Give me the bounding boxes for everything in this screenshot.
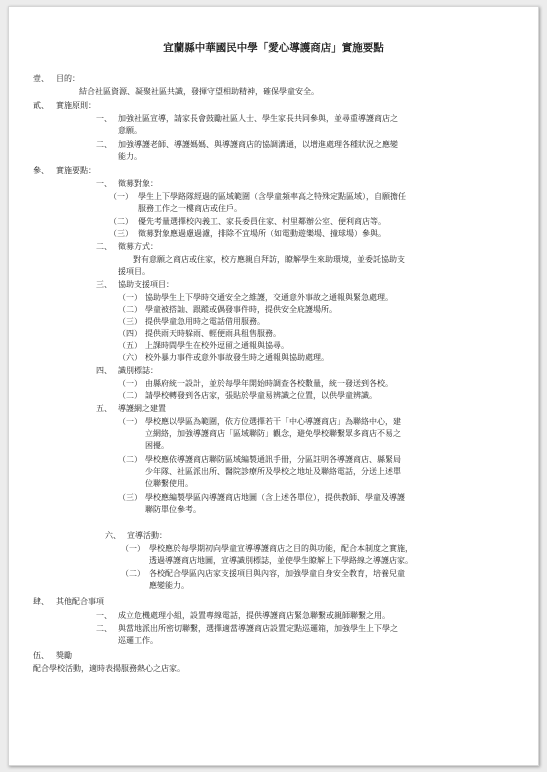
section-3f-heading: 宣導活動： <box>127 531 167 540</box>
section-2-item-2-line-2: 能力。 <box>118 152 142 161</box>
section-4-item-1-mark: 一、 <box>96 611 112 620</box>
section-3d-item-2-mark: （二） <box>118 391 142 400</box>
section-3a-item-3-mark: （三） <box>109 229 133 238</box>
section-3d-mark: 四、 <box>96 366 112 375</box>
section-1-mark: 壹、 <box>33 74 49 83</box>
section-4-item-2-mark: 二、 <box>96 624 112 633</box>
section-3e-item-3-line-1: 學校應編製學區內導護商店地圖（含上述各單位），提供教師、學童及導護 <box>145 493 405 502</box>
section-3c-item-1-text: 協助學生上下學時交通安全之維護，交通意外事故之通報與緊急處理。 <box>145 293 393 302</box>
section-4-mark: 肆、 <box>33 597 49 606</box>
section-5-text: 配合學校活動，適時表揚服務熱心之店家。 <box>33 664 185 673</box>
section-2-item-1-line-2: 意願。 <box>118 126 142 135</box>
section-3f-item-2-line-2: 應變能力。 <box>149 581 189 590</box>
section-2-item-1-mark: 一、 <box>96 114 112 123</box>
section-3c-item-4-mark: （四） <box>118 329 142 338</box>
section-3a-heading: 徵募對象： <box>118 179 158 188</box>
section-3c-item-4-text: 提供雨天時躲雨、輕便雨具租售服務。 <box>145 329 281 338</box>
section-3e-item-1-line-2: 立網絡，加強導護商店「區域聯防」觀念，避免學校聯繫眾多商店不易之 <box>145 429 401 438</box>
section-3b-line-1: 對有意願之商店或住家，校方應親自拜訪，瞭解學生來助環境，並委託協助支 <box>133 255 405 264</box>
document-page <box>8 6 539 766</box>
section-1-heading: 目的： <box>56 74 80 83</box>
section-3c-item-6-mark: （六） <box>118 353 142 362</box>
section-3f-item-1-line-1: 學校應於每學期初向學童宣導導護商店之目的與功能，配合本制度之實施， <box>149 544 413 553</box>
section-1-text: 結合社區資源、凝聚社區共識，發揮守望相助精神，確保學童安全。 <box>79 87 319 96</box>
section-2-heading: 實施原則： <box>56 101 96 110</box>
section-2-item-1-line-1: 加強社區宣導，請家長會鼓勵社區人士、學生家長共同參與，並尋重導護商店之 <box>118 114 398 123</box>
section-3e-item-2-mark: （二） <box>118 455 142 464</box>
section-3a-item-3-line-1: 徵募對象應過慮過濾，排除不宜場所（如電動遊樂場、撞球場）參與。 <box>138 229 386 238</box>
section-3e-item-1-line-1: 學校應以學區為範圍，依方位選擇若干「中心導護商店」為聯絡中心，建 <box>145 417 401 426</box>
section-3-mark: 參、 <box>33 166 49 175</box>
section-3c-item-3-text: 提供學童急用時之電話借用服務。 <box>145 317 265 326</box>
section-3a-item-1-line-1: 學生上下學路隊經過的區域範圍（含學童頻率高之特殊定點區域），自願擔任 <box>138 192 406 201</box>
section-3e-heading: 導護網之建置 <box>118 404 166 413</box>
section-3a-item-2-mark: （二） <box>109 217 133 226</box>
section-3e-item-1-mark: （一） <box>118 417 142 426</box>
section-3a-item-1-mark: （一） <box>109 192 133 201</box>
section-3c-heading: 協助支援項目： <box>118 280 174 289</box>
section-3c-item-5-mark: （五） <box>118 341 142 350</box>
section-2-item-2-mark: 二、 <box>96 140 112 149</box>
section-4-item-1-line-1: 成立危機處理小組，設置專線電話，提供導護商店緊急聯繫或親師聯繫之用。 <box>118 611 390 620</box>
section-3f-mark: 六、 <box>105 531 121 540</box>
section-3a-item-2-line-1: 優先考量選擇校內義工、家長委員住家、村里鄰辦公室、便利商店等。 <box>138 217 386 226</box>
section-3a-item-1-line-2: 服務工作之一樓商店或住戶。 <box>138 204 242 213</box>
section-3e-item-2-line-3: 位聯繫使用。 <box>145 479 193 488</box>
section-3c-item-2-text: 學童被搭訕、跟蹤或偶發事件時，提供安全庇護場所。 <box>145 305 337 314</box>
section-2-mark: 貳、 <box>33 101 49 110</box>
section-5-mark: 伍、 <box>33 651 49 660</box>
section-3c-item-1-mark: （一） <box>118 293 142 302</box>
section-3e-item-2-line-1: 學校應依導護商店聯防區域編製通訊手冊，分區註明各導護商店、縣緊局 <box>145 455 401 464</box>
section-3f-item-1-line-2: 透過導護商店地圖，宣導識別標誌，並使學生瞭解上下學路線之導護店家。 <box>149 556 413 565</box>
section-3b-line-2: 援項目。 <box>118 267 150 276</box>
section-3f-item-1-mark: （一） <box>121 544 145 553</box>
document-title: 宜蘭縣中華國民中學「愛心導護商店」實施要點 <box>163 42 384 54</box>
section-3b-heading: 徵募方式： <box>118 242 158 251</box>
section-3d-item-1-mark: （一） <box>118 379 142 388</box>
section-3-heading: 實施要點： <box>56 166 96 175</box>
section-3e-item-3-line-2: 聯防單位參考。 <box>145 505 201 514</box>
section-4-item-2-line-2: 巡邏工作。 <box>118 636 158 645</box>
section-3a-mark: 一、 <box>96 179 112 188</box>
section-3b-mark: 二、 <box>96 242 112 251</box>
section-3f-item-2-mark: （二） <box>121 569 145 578</box>
section-4-heading: 其他配合事項 <box>56 597 104 606</box>
section-4-item-2-line-1: 與當地派出所密切聯繫，選擇適當導護商店設置定點巡邏箱，加強學生上下學之 <box>118 624 398 633</box>
section-3e-item-3-mark: （三） <box>118 493 142 502</box>
section-3c-item-6-text: 校外暴力事件或意外事故發生時之通報與協助處理。 <box>145 353 329 362</box>
section-3c-mark: 三、 <box>96 280 112 289</box>
section-5-heading: 獎勵 <box>56 651 72 660</box>
section-3c-item-2-mark: （二） <box>118 305 142 314</box>
section-3c-item-3-mark: （三） <box>118 317 142 326</box>
section-3e-mark: 五、 <box>96 404 112 413</box>
section-3d-heading: 識別標誌： <box>118 366 158 375</box>
section-3d-item-1-text: 由縣府統一設計，並於每學年開始時調查各校數量，統一發送到各校。 <box>145 379 393 388</box>
section-3c-item-5-text: 上課時間學生在校外逗留之通報與協尋。 <box>145 341 289 350</box>
section-2-item-2-line-1: 加強導護老師、導護媽媽、與導護商店的協調溝通，以增進處理各種狀況之應變 <box>118 140 398 149</box>
section-3e-item-1-line-3: 困擾。 <box>145 441 169 450</box>
section-3f-item-2-line-1: 各校配合學區內店家支援項目與內容，加強學童自身安全教育，培養兒童 <box>149 569 405 578</box>
section-3e-item-2-line-2: 少年隊、社區派出所、醫院診療所及學校之地址及聯絡電話，分送上述單 <box>145 467 401 476</box>
section-3d-item-2-text: 請學校轉發到各店家，張貼於學童易辨識之位置，以供學童辨識。 <box>145 391 377 400</box>
